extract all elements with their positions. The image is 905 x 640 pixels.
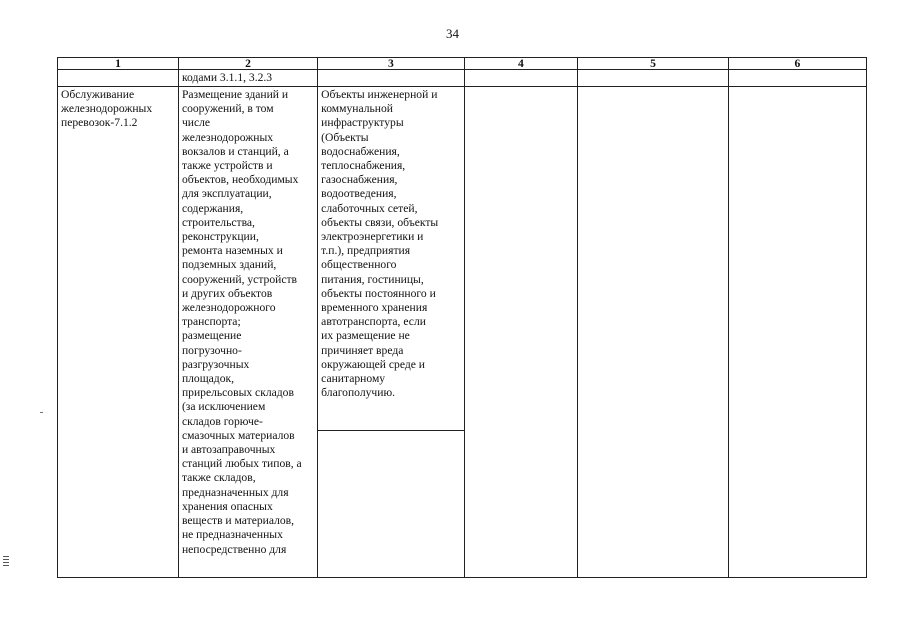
cont-cell-col-6 xyxy=(728,70,866,87)
use-description-text: Размещение зданий и сооружений, в том числе железнодорожных вокзалов и станций, а также устройств и объектов, необходимых для эксплуатации, содержания, строительства, реконструкции, ремонта наземных и подземных зданий, сооружений, устройств и других объектов железнодорожного транспорта; размещение погрузочно- разгрузочных площадок, прирельсовых складов (за исключением складов горюче- смазочных материалов и автозаправочных станций любых типов, а также складов, предназначенных для хранения опасных веществ и материалов, не предназначенных непосредственно для xyxy=(181,88,302,556)
cont-cell-col-5 xyxy=(578,70,728,87)
auxiliary-uses-box xyxy=(318,87,463,431)
cell-col-5 xyxy=(578,87,728,578)
header-col-2: 2 xyxy=(178,58,317,70)
cont-cell-col-1 xyxy=(58,70,179,87)
header-col-6: 6 xyxy=(728,58,866,70)
cont-cell-col-2: кодами 3.1.1, 3.2.3 xyxy=(178,70,317,87)
cell-col-6 xyxy=(728,87,866,578)
margin-tick xyxy=(40,412,43,413)
table-row-main xyxy=(58,87,867,578)
cont-cell-col-3 xyxy=(318,70,464,87)
binding-margin-mark xyxy=(3,556,9,568)
header-col-5: 5 xyxy=(578,58,728,70)
auxiliary-uses-text: Объекты инженерной и коммунальной инфраструктуры (Объекты водоснабжения, теплоснабжения, газоснабжения, водоотведения, слаботочных сетей, объекты связи, объекты электроэнергетики и т.п.), предприятия общественного питания, гостиницы, объекты постоянного и временного хранения автотранспорта, если их размещение не причиняет вреда окружающей среде и санитарному благополучию. xyxy=(321,88,439,400)
table-header-row xyxy=(58,58,867,70)
cell-use-type xyxy=(58,87,179,578)
header-col-4: 4 xyxy=(464,58,578,70)
header-col-1: 1 xyxy=(58,58,179,70)
cont-cell-col-4 xyxy=(464,70,578,87)
header-col-3: 3 xyxy=(318,58,464,70)
cell-use-description xyxy=(178,87,317,578)
use-type-text: Обслуживание железнодорожных перевозок-7.1.2 xyxy=(61,88,153,130)
zoning-table xyxy=(57,57,867,578)
cell-col-4 xyxy=(464,87,578,578)
table-row-continuation xyxy=(58,70,867,87)
cell-auxiliary-uses xyxy=(318,87,464,578)
page-number: 34 xyxy=(446,26,459,41)
